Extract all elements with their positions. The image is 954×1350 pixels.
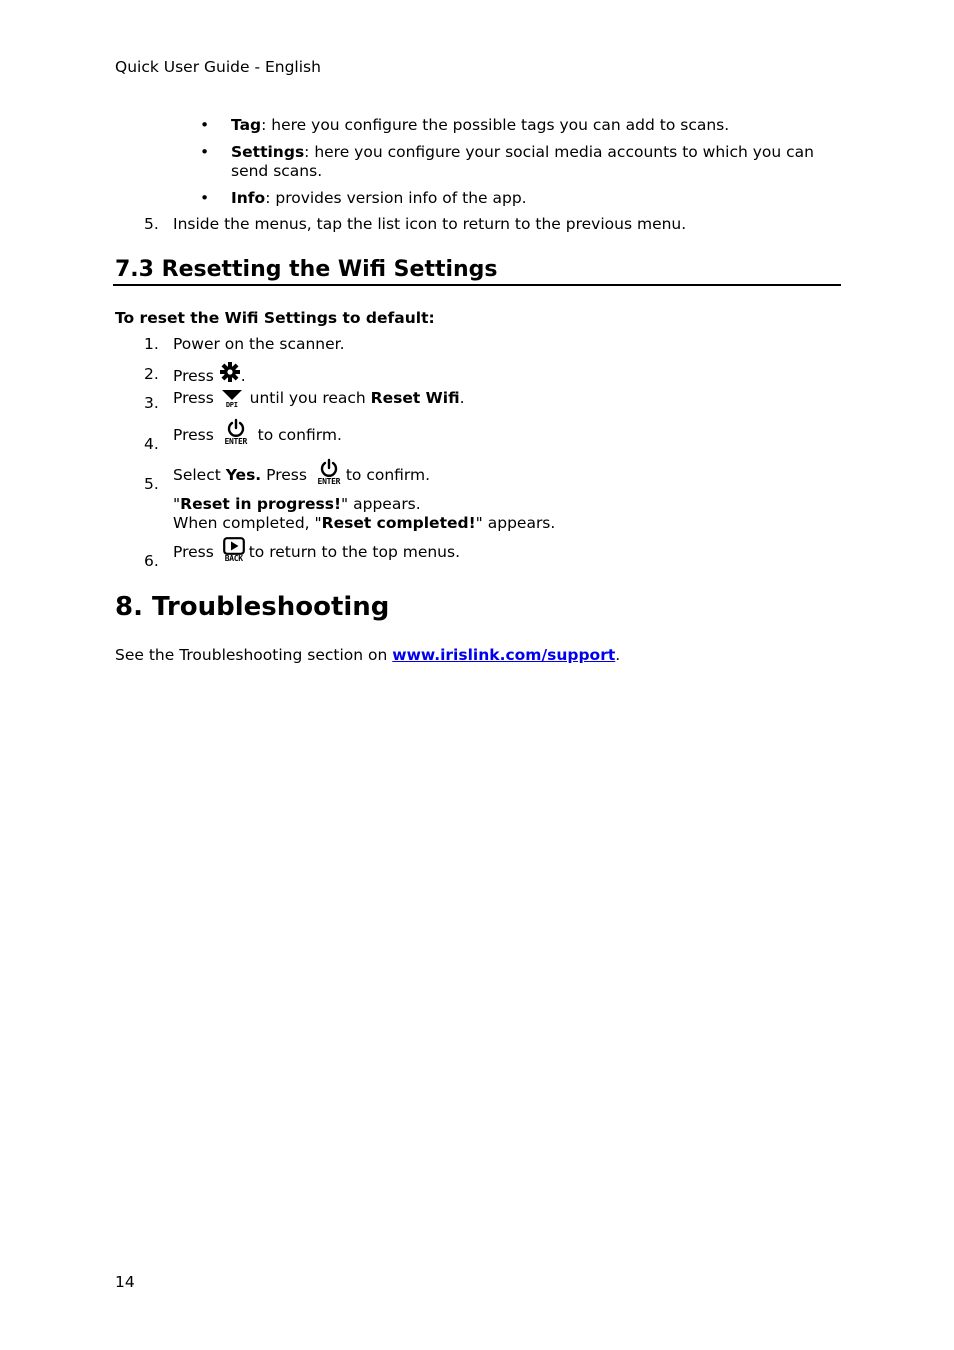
step-number: 2. xyxy=(144,365,159,383)
step-text-pre: Press xyxy=(173,543,219,561)
play-back-icon xyxy=(219,537,249,563)
section-heading-8: 8. Troubleshooting xyxy=(115,592,390,622)
power-enter-icon xyxy=(312,458,346,486)
icon-caption: ENTER xyxy=(224,437,248,446)
step-number: 3. xyxy=(144,394,159,412)
page-number: 14 xyxy=(115,1273,135,1291)
step-text-line xyxy=(173,495,421,514)
status-message: Reset completed! xyxy=(321,514,476,532)
bullet-dot: • xyxy=(200,116,210,134)
power-enter-icon xyxy=(219,418,253,446)
status-message: Reset in progress! xyxy=(180,495,342,513)
step-text-line xyxy=(173,514,555,533)
step-text-mid: Press xyxy=(261,466,312,484)
step-text-post: to return to the top menus. xyxy=(248,543,461,561)
bullet-text: : provides version info of the app. xyxy=(265,189,527,207)
step-number: 5. xyxy=(144,215,159,233)
step-text xyxy=(173,418,342,446)
quote: " xyxy=(173,495,181,513)
step-text-pre: Press xyxy=(173,426,219,444)
section-heading-7-3: 7.3 Resetting the Wifi Settings xyxy=(115,257,498,282)
step-text-pre: Press xyxy=(173,367,219,385)
icon-caption: ENTER xyxy=(317,477,341,486)
step-text-pre: Select xyxy=(173,466,226,484)
step-text-mid: until you reach xyxy=(244,389,371,407)
down-arrow-dpi-icon xyxy=(219,389,245,409)
step-text-bold: Yes. xyxy=(225,466,262,484)
step-text-rest: " appears. xyxy=(341,495,421,513)
text-pre: See the Troubleshooting section on xyxy=(115,646,393,664)
step-text: Power on the scanner. xyxy=(173,335,345,353)
step-text-pre: When completed, " xyxy=(173,514,322,532)
step-number: 6. xyxy=(144,552,159,570)
gear-icon xyxy=(219,361,241,383)
step-text-rest: " appears. xyxy=(475,514,556,532)
step-number: 5. xyxy=(144,475,159,493)
bullet-term: Tag xyxy=(231,116,262,134)
bullet-dot: • xyxy=(200,143,210,161)
step-text xyxy=(173,537,460,563)
support-link[interactable]: www.irislink.com/support xyxy=(392,646,616,664)
heading-rule xyxy=(113,284,841,286)
step-text: Inside the menus, tap the list icon to return to the previous menu. xyxy=(173,215,687,233)
step-text xyxy=(173,389,465,409)
step-text-post: . xyxy=(240,367,246,385)
step-number: 4. xyxy=(144,435,159,453)
bullet-term: Settings xyxy=(231,143,305,161)
step-text-post: to confirm. xyxy=(252,426,342,444)
step-number: 1. xyxy=(144,335,159,353)
text-post: . xyxy=(615,646,621,664)
icon-caption: DPI xyxy=(225,401,238,409)
step-text-post: to confirm. xyxy=(345,466,431,484)
step-text xyxy=(173,458,430,486)
icon-caption: BACK xyxy=(224,554,243,563)
bullet-text: : here you configure the possible tags you can add to scans. xyxy=(261,116,730,134)
step-text-post: . xyxy=(459,389,465,407)
step-text xyxy=(173,361,246,386)
troubleshooting-text xyxy=(115,646,620,664)
bullet-term: Info xyxy=(231,189,266,207)
step-text-bold: Reset Wifi xyxy=(370,389,460,407)
section-intro xyxy=(115,309,435,327)
page-header: Quick User Guide - English xyxy=(115,58,321,76)
intro-bold: To reset the Wifi Settings to default: xyxy=(115,309,435,327)
bullet-text: : here you configure your social media accounts to which you can send scans. xyxy=(231,143,815,180)
bullet-dot: • xyxy=(200,189,210,207)
step-text-pre: Press xyxy=(173,389,219,407)
